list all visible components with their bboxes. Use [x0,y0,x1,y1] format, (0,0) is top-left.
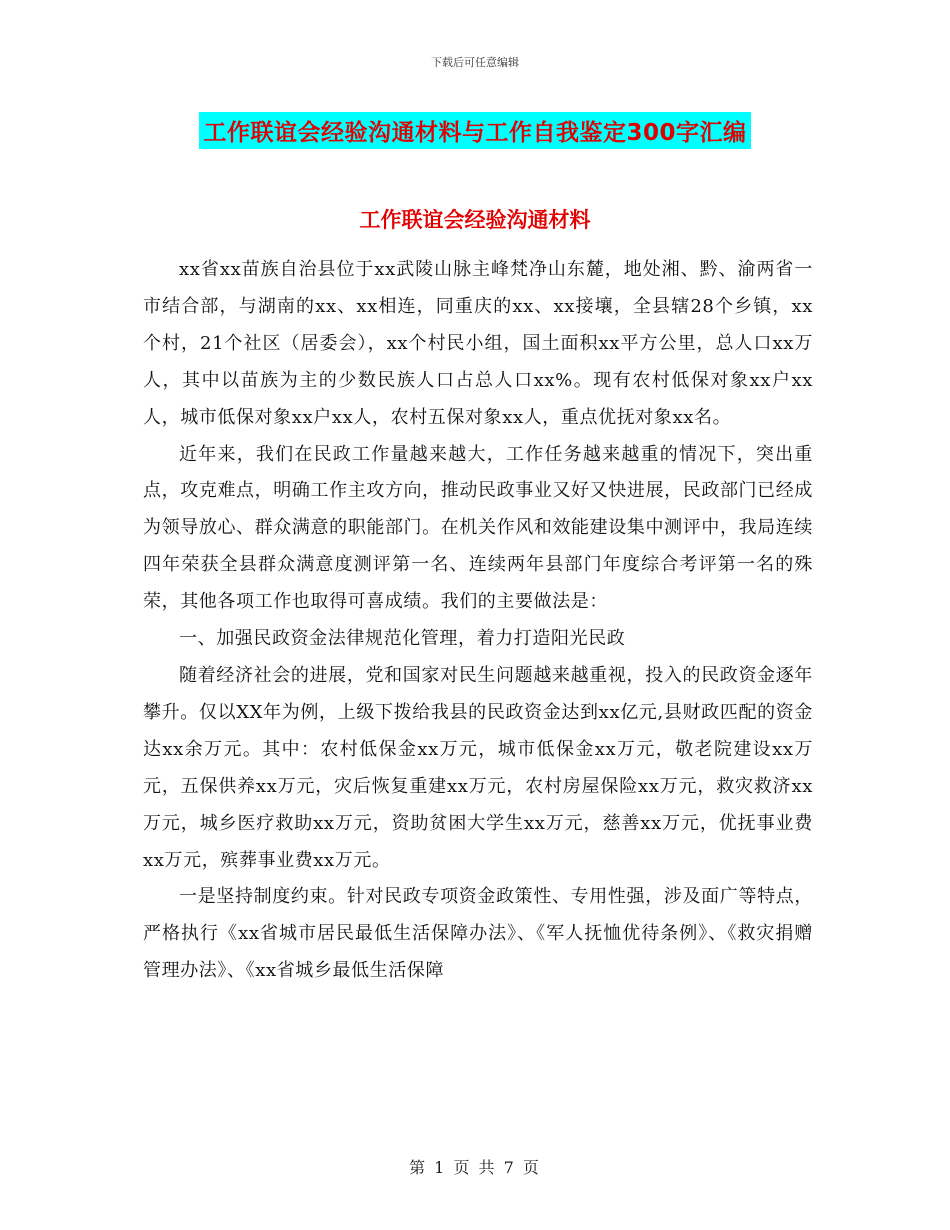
section-heading: 一、加强民政资金法律规范化管理，着力打造阳光民政 [179,628,626,650]
document-body [143,252,813,990]
section-title: 工作联谊会经验沟通材料 [359,208,591,232]
page-footer: 第 1 页 共 7 页 [409,1158,541,1177]
main-title-container [0,112,950,149]
page-header-note: 下载后可任意编辑 [431,56,519,69]
paragraph: 一是坚持制度约束。针对民政专项资金政策性、专用性强，涉及面广等特点，严格执行《xx省城市居民最低生活保障办法》、《军人抚恤优待条例》、《救灾捐赠管理办法》、《xx省城乡最低生活保障 [143,886,813,982]
paragraph: 近年来，我们在民政工作量越来越大，工作任务越来越重的情况下，突出重点，攻克难点，明确工作主攻方向，推动民政事业又好又快进展，民政部门已经成为领导放心、群众满意的职能部门。在机关作风和效能建设集中测评中，我局连续四年荣获全县群众满意度测评第一名、连续两年县部门年度综合考评第一名的殊荣，其他各项工作也取得可喜成绩。我们的主要做法是： [143,443,813,613]
paragraph: 随着经济社会的进展，党和国家对民生问题越来越重视，投入的民政资金逐年攀升。仅以XX年为例，上级下拨给我县的民政资金达到xx亿元,县财政匹配的资金达xx余万元。其中：农村低保金xx万元，城市低保金xx万元，敬老院建设xx万元，五保供养xx万元，灾后恢复重建xx万元，农村房屋保险xx万元，救灾救济xx万元，城乡医疗救助xx万元，资助贫困大学生xx万元，慈善xx万元，优抚事业费xx万元，殡葬事业费xx万元。 [143,664,813,871]
document-title: 工作联谊会经验沟通材料与工作自我鉴定300字汇编 [199,112,750,149]
paragraph: xx省xx苗族自治县位于xx武陵山脉主峰梵净山东麓，地处湘、黔、渝两省一市结合部，与湖南的xx、xx相连，同重庆的xx、xx接壤，全县辖28个乡镇，xx个村，21个社区（居委会），xx个村民小组，国土面积xx平方公里，总人口xx万人，其中以苗族为主的少数民族人口占总人口xx%。现有农村低保对象xx户xx人，城市低保对象xx户xx人，农村五保对象xx人，重点优抚对象xx名。 [143,259,813,428]
